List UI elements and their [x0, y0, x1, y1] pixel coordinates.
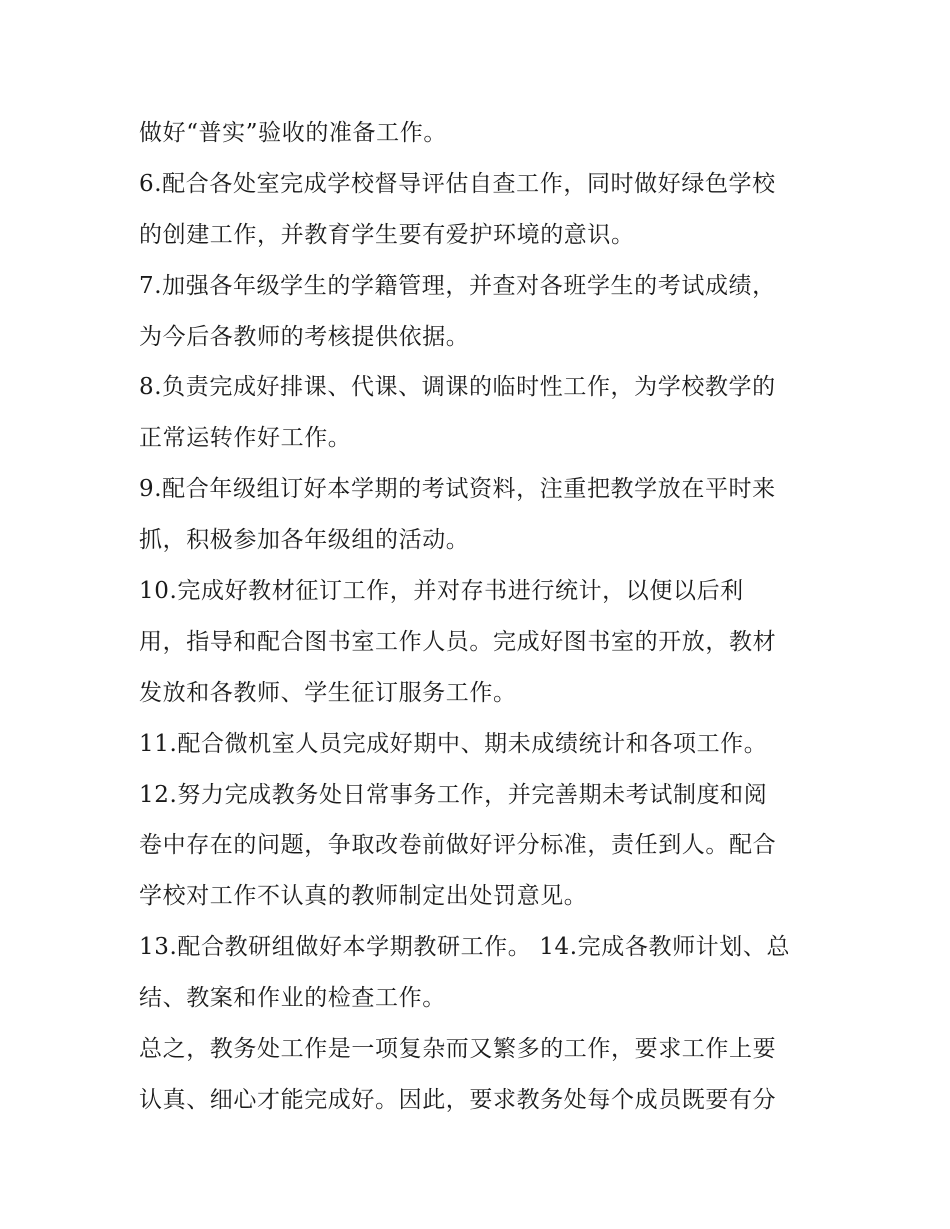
- text-line: 8.负责完成好排课、代课、调课的临时性工作，为学校教学的: [139, 374, 776, 401]
- text-line: 12.努力完成教务处日常事务工作，并完善期未考试制度和阅: [139, 781, 768, 808]
- text-line: 10.完成好教材征订工作，并对存书进行统计，以便以后利: [139, 578, 744, 605]
- text-line: 结、教案和作业的检查工作。: [139, 985, 446, 1012]
- text-line: 的创建工作，并教育学生要有爱护环境的意识。: [139, 221, 635, 248]
- text-line: 做好“普实”验收的准备工作。: [139, 120, 447, 146]
- text-line: 认真、细心才能完成好。因此，要求教务处每个成员既要有分: [139, 1086, 777, 1113]
- text-line: 发放和各教师、学生征订服务工作。: [139, 679, 517, 706]
- text-line: 9.配合年级组订好本学期的考试资料，注重把教学放在平时来: [139, 476, 776, 503]
- text-line: 卷中存在的问题，争取改卷前做好评分标准，责任到人。配合: [139, 832, 777, 859]
- text-line: 7.加强各年级学生的学籍管理，并查对各班学生的考试成绩，: [139, 272, 776, 299]
- text-line: 用，指导和配合图书室工作人员。完成好图书室的开放，教材: [139, 628, 777, 655]
- text-line: 11.配合微机室人员完成好期中、期未成绩统计和各项工作。: [139, 730, 768, 757]
- document-body: [139, 108, 819, 1126]
- text-line: 为今后各教师的考核提供依据。: [139, 323, 470, 350]
- text-line: 6.配合各处室完成学校督导评估自查工作，同时做好绿色学校: [139, 170, 776, 197]
- text-line: 13.配合教研组做好本学期教研工作。 14.完成各教师计划、总: [139, 934, 791, 961]
- text-line: 总之，教务处工作是一项复杂而又繁多的工作，要求工作上要: [139, 1036, 777, 1063]
- text-line: 抓，积极参加各年级组的活动。: [139, 527, 470, 554]
- text-line: 学校对工作不认真的教师制定出处罚意见。: [139, 883, 588, 910]
- text-line: 正常运转作好工作。: [139, 425, 352, 452]
